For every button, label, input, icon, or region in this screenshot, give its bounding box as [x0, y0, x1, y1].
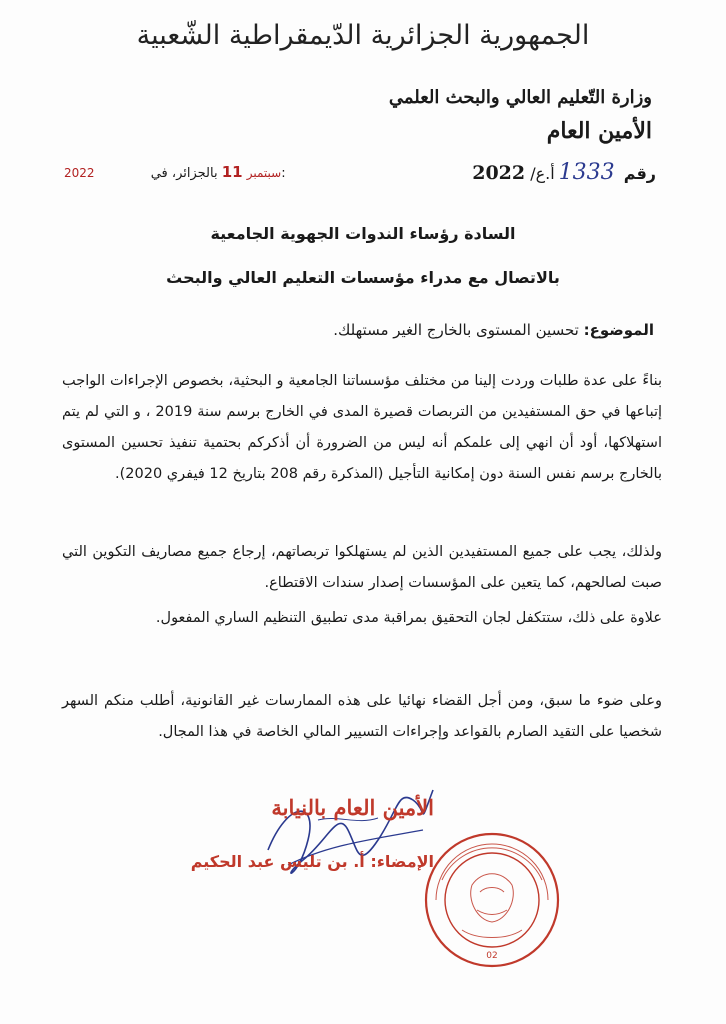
date-line — [64, 163, 286, 181]
signature-name: الإمضاء: أ. بن تليس عبد الحكيم — [190, 852, 434, 871]
body-paragraph-4: وعلى ضوء ما سبق، ومن أجل القضاء نهائيا على هذه الممارسات غير القانونية، أطلب منكم السهر شخصيا على التقيد الصارم بالقواعد وإجراءات التسيير المالي الخاصة في هذا المجال. — [62, 693, 662, 740]
handwritten-signature — [248, 770, 448, 890]
republic-title: الجمهورية الجزائرية الدّيمقراطية الشّعبية — [136, 20, 590, 51]
date-year: 2022 — [64, 166, 95, 180]
body-paragraph-1: بناءً على عدة طلبات وردت إلينا من مختلف مؤسساتنا الجامعية و البحثية، بخصوص الإجراءات الواجب إتباعها في حق المستفيدين من التربصات قصيرة المدى في الخارج برسم سنة 2019 ، و التي لم يتم استهلاكها، أود أن انهي إلى علمكم أنه ليس من الضرورة أن أذكركم بحتمية تنفيذ تحسين المستوى بالخارج برسم نفس السنة دون إمكانية التأجيل (المذكرة رقم 208 بتاريخ 12 فيفري 2020). — [62, 373, 663, 482]
date-day: 11 — [221, 163, 243, 181]
reference-label: رقم — [623, 164, 656, 183]
signature-title: الأمين العام بالنيابة — [271, 795, 434, 820]
official-stamp — [422, 830, 562, 970]
reference-number — [472, 160, 656, 185]
subject-line — [333, 321, 654, 339]
addressee-line-1: السادة رؤساء الندوات الجهوية الجامعية — [210, 224, 516, 243]
reference-code: أ.ع/ — [530, 164, 555, 183]
reference-year: 2022 — [472, 162, 526, 184]
subject-label: الموضوع: — [583, 321, 654, 339]
reference-handwritten-number: 1333 — [558, 160, 615, 185]
subject-text: تحسين المستوى بالخارج الغير مستهلك. — [333, 321, 579, 339]
date-place: بالجزائر، في: — [150, 166, 286, 181]
date-month: سبتمبر — [246, 166, 282, 180]
body-paragraph-3: علاوة على ذلك، ستتكفل لجان التحقيق بمراقبة مدى تطبيق التنظيم الساري المفعول. — [155, 610, 662, 626]
stamp-number: 02 — [486, 951, 498, 961]
addressee-line-2: بالاتصال مع مدراء مؤسسات التعليم العالي والبحث — [166, 268, 560, 287]
body-paragraph-2: ولذلك، يجب على جميع المستفيدين الذين لم يستهلكوا تربصاتهم، إرجاع جميع مصاريف التكوين التي صبت لصالحهم، كما يتعين على المؤسسات إصدار سندات الاقتطاع. — [62, 544, 662, 591]
secretary-general-title: الأمين العام — [546, 118, 652, 144]
ministry-name: وزارة التّعليم العالي والبحث العلمي — [388, 87, 652, 108]
